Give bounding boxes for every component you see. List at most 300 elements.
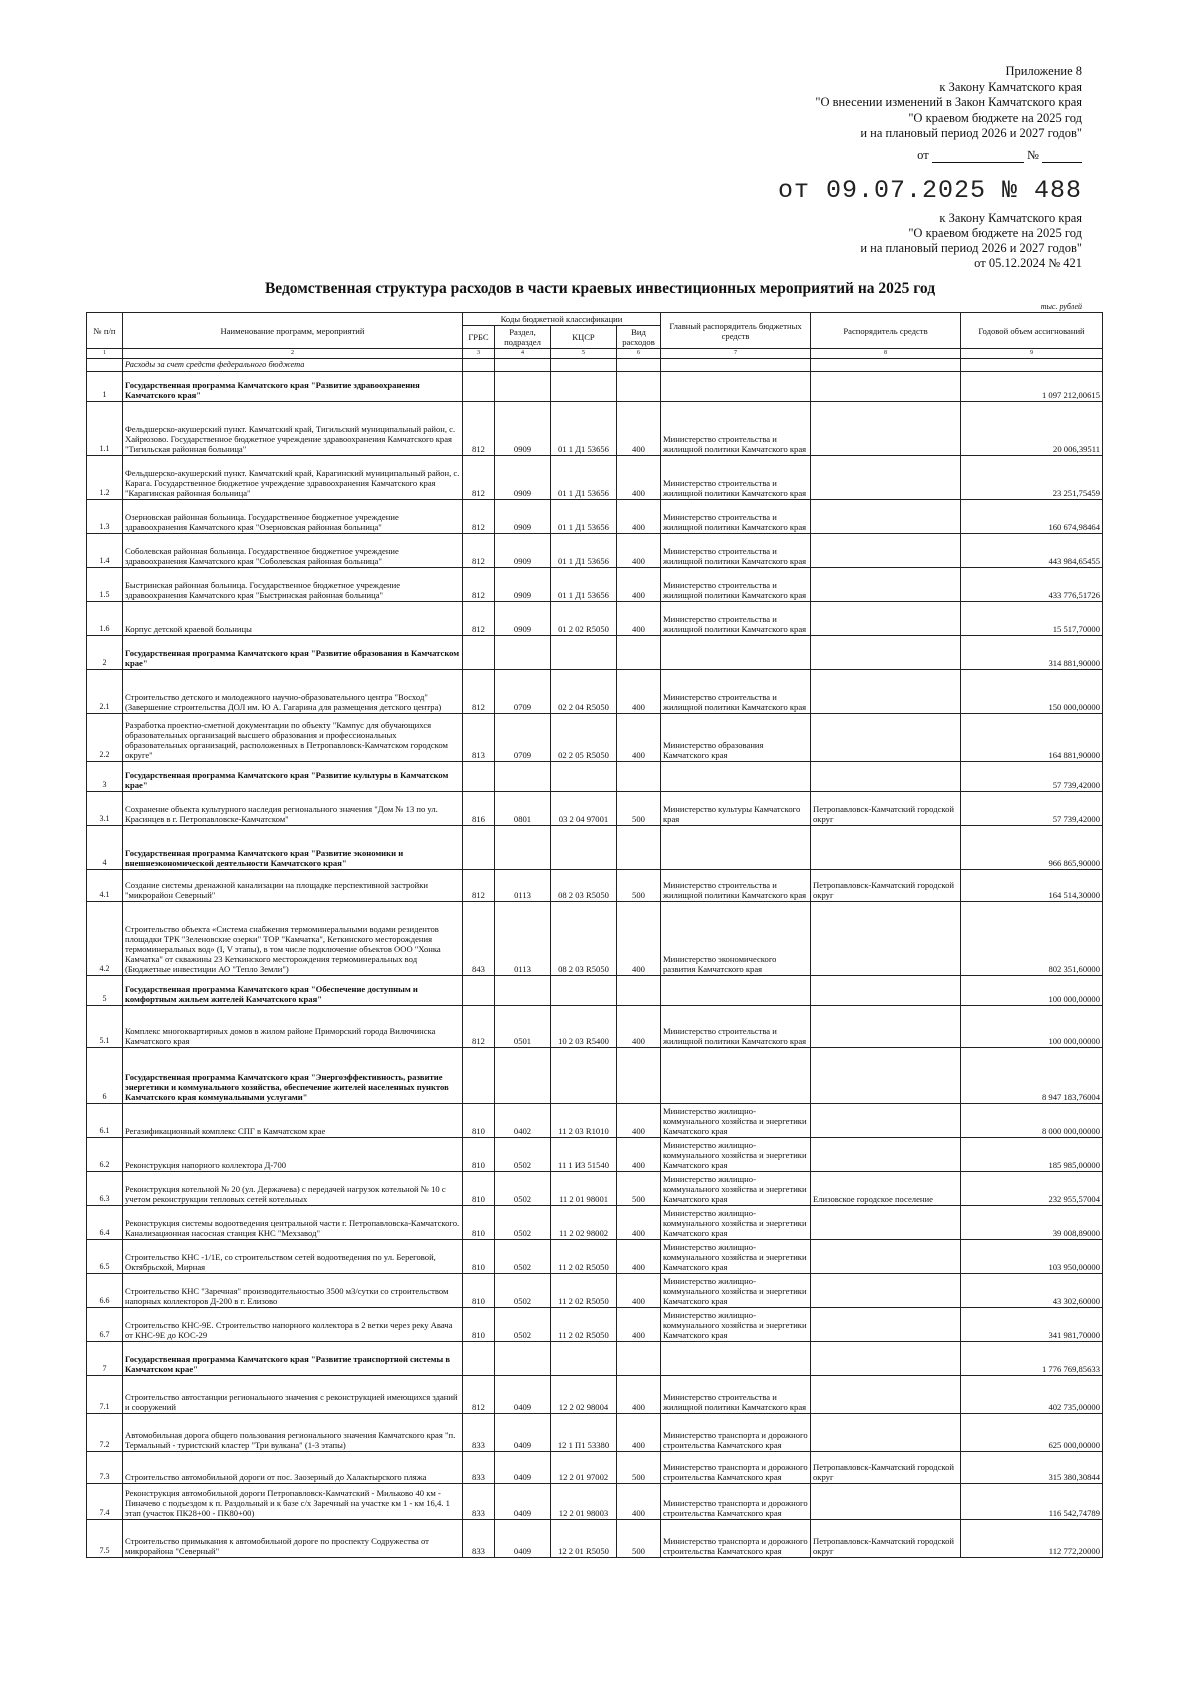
row-kcsr: 01 1 Д1 53656 xyxy=(551,500,617,534)
table-row xyxy=(87,500,1103,534)
row-amount: 116 542,74789 xyxy=(961,1484,1103,1520)
row-grbs xyxy=(463,762,495,792)
row-section: 0909 xyxy=(495,500,551,534)
row-manager xyxy=(811,1206,961,1240)
row-manager: Петропавловск-Камчатский городской округ xyxy=(811,1452,961,1484)
row-amount: 100 000,00000 xyxy=(961,1006,1103,1048)
number-prefix: № xyxy=(1026,147,1039,162)
row-kcsr xyxy=(551,1048,617,1104)
row-main-manager xyxy=(661,1048,811,1104)
appendix-new-line1: Приложение 8 xyxy=(1005,64,1082,78)
row-name: Строительство примыкания к автомобильной дороге по проспекту Содружества от микрорайона "Северный" xyxy=(123,1520,463,1558)
row-vid: 400 xyxy=(617,602,661,636)
row-amount: 185 985,00000 xyxy=(961,1138,1103,1172)
row-number: 4 xyxy=(87,826,123,870)
table-row xyxy=(87,602,1103,636)
row-manager xyxy=(811,456,961,500)
col-number: 9 xyxy=(961,349,1103,359)
appendix-new-line3: "О внесении изменений в Закон Камчатского края xyxy=(815,95,1082,109)
federal-empty-cell xyxy=(811,359,961,372)
date-blank xyxy=(932,151,1024,163)
table-row xyxy=(87,1414,1103,1452)
appendix-old-line4: и на плановый период 2026 и 2027 годов" xyxy=(860,241,1082,255)
row-name: Комплекс многоквартирных домов в жилом районе Приморский города Вилючинска Камчатского края xyxy=(123,1006,463,1048)
table-row xyxy=(87,1452,1103,1484)
row-grbs: 810 xyxy=(463,1240,495,1274)
row-name: Государственная программа Камчатского края "Развитие транспортной системы в Камчатском крае" xyxy=(123,1342,463,1376)
row-kcsr xyxy=(551,762,617,792)
row-number: 1.5 xyxy=(87,568,123,602)
row-main-manager: Министерство транспорта и дорожного строительства Камчатского края xyxy=(661,1520,811,1558)
row-grbs: 812 xyxy=(463,568,495,602)
row-number: 7.5 xyxy=(87,1520,123,1558)
row-number: 1.6 xyxy=(87,602,123,636)
row-grbs: 810 xyxy=(463,1104,495,1138)
row-main-manager: Министерство жилищно-коммунального хозяйства и энергетики Камчатского края xyxy=(661,1206,811,1240)
row-main-manager: Министерство строительства и жилищной политики Камчатского края xyxy=(661,1376,811,1414)
federal-empty-cell xyxy=(961,359,1103,372)
row-name: Реконструкция котельной № 20 (ул. Держачева) с передачей нагрузок котельной № 10 с учетом реконструкции тепловых сетей котельных xyxy=(123,1172,463,1206)
row-grbs: 812 xyxy=(463,456,495,500)
table-row xyxy=(87,1206,1103,1240)
row-kcsr: 02 2 04 R5050 xyxy=(551,670,617,714)
row-section: 0909 xyxy=(495,456,551,500)
row-section: 0409 xyxy=(495,1414,551,1452)
row-main-manager: Министерство жилищно-коммунального хозяйства и энергетики Камчатского края xyxy=(661,1104,811,1138)
row-number: 3.1 xyxy=(87,792,123,826)
row-vid: 500 xyxy=(617,1520,661,1558)
row-grbs: 812 xyxy=(463,402,495,456)
row-manager xyxy=(811,402,961,456)
row-name: Реконструкция системы водоотведения центральной части г. Петропавловска-Камчатского. Канализационная насосная станция КНС "Мехзавод" xyxy=(123,1206,463,1240)
row-grbs: 812 xyxy=(463,602,495,636)
row-number: 1.2 xyxy=(87,456,123,500)
row-number: 3 xyxy=(87,762,123,792)
row-name: Соболевская районная больница. Государственное бюджетное учреждение здравоохранения Камчатского края "Соболевская районная больница" xyxy=(123,534,463,568)
col-number: 4 xyxy=(495,349,551,359)
row-grbs: 810 xyxy=(463,1308,495,1342)
row-kcsr xyxy=(551,372,617,402)
row-number: 2 xyxy=(87,636,123,670)
row-vid: 400 xyxy=(617,1376,661,1414)
row-amount: 402 735,00000 xyxy=(961,1376,1103,1414)
row-main-manager: Министерство строительства и жилищной политики Камчатского края xyxy=(661,500,811,534)
row-section: 0409 xyxy=(495,1452,551,1484)
row-amount: 23 251,75459 xyxy=(961,456,1103,500)
table-row xyxy=(87,402,1103,456)
row-kcsr: 12 2 01 98003 xyxy=(551,1484,617,1520)
row-number: 1.1 xyxy=(87,402,123,456)
row-vid: 400 xyxy=(617,714,661,762)
row-vid: 400 xyxy=(617,902,661,976)
row-vid: 400 xyxy=(617,1104,661,1138)
appendix-new-date-line xyxy=(815,148,1082,164)
row-main-manager: Министерство жилищно-коммунального хозяйства и энергетики Камчатского края xyxy=(661,1172,811,1206)
row-manager xyxy=(811,568,961,602)
row-section: 0909 xyxy=(495,568,551,602)
row-amount: 39 008,89000 xyxy=(961,1206,1103,1240)
program-row xyxy=(87,762,1103,792)
program-row xyxy=(87,636,1103,670)
row-main-manager xyxy=(661,1342,811,1376)
row-kcsr: 01 2 02 R5050 xyxy=(551,602,617,636)
row-kcsr: 08 2 03 R5050 xyxy=(551,902,617,976)
row-main-manager: Министерство жилищно-коммунального хозяйства и энергетики Камчатского края xyxy=(661,1308,811,1342)
row-manager xyxy=(811,1240,961,1274)
table-row xyxy=(87,1308,1103,1342)
row-name: Государственная программа Камчатского края "Энергоэффективность, развитие энергетики и коммунального хозяйства, обеспечение жителей населенных пунктов Камчатского края коммунальными услугами" xyxy=(123,1048,463,1104)
appendix-new-line4: "О краевом бюджете на 2025 год xyxy=(908,110,1082,125)
row-amount: 57 739,42000 xyxy=(961,762,1103,792)
appendix-new-line2: к Закону Камчатского края xyxy=(939,79,1082,94)
row-manager: Елизовское городское поселение xyxy=(811,1172,961,1206)
expenditure-table xyxy=(86,312,1103,1558)
row-section: 0502 xyxy=(495,1308,551,1342)
row-amount: 8 947 183,76004 xyxy=(961,1048,1103,1104)
row-number: 1.3 xyxy=(87,500,123,534)
table-row xyxy=(87,456,1103,500)
row-name: Строительство автостанции регионального значения с реконструкцией имеющихся зданий и сооружений xyxy=(123,1376,463,1414)
row-amount: 1 776 769,85633 xyxy=(961,1342,1103,1376)
row-main-manager: Министерство строительства и жилищной политики Камчатского края xyxy=(661,568,811,602)
row-kcsr: 11 2 02 R5050 xyxy=(551,1308,617,1342)
row-name: Государственная программа Камчатского края "Развитие образования в Камчатском крае" xyxy=(123,636,463,670)
row-name: Строительство КНС -1/1Е, со строительством сетей водоотведения по ул. Береговой, Октябрьской, Мирная xyxy=(123,1240,463,1274)
row-manager xyxy=(811,1484,961,1520)
row-kcsr xyxy=(551,1342,617,1376)
header-codes: Коды бюджетной классификации xyxy=(463,313,661,326)
row-main-manager: Министерство жилищно-коммунального хозяйства и энергетики Камчатского края xyxy=(661,1274,811,1308)
row-vid: 400 xyxy=(617,1414,661,1452)
row-section xyxy=(495,1342,551,1376)
row-main-manager: Министерство жилищно-коммунального хозяйства и энергетики Камчатского края xyxy=(661,1138,811,1172)
row-kcsr xyxy=(551,976,617,1006)
row-manager: Петропавловск-Камчатский городской округ xyxy=(811,1520,961,1558)
table-row xyxy=(87,1484,1103,1520)
row-section: 0409 xyxy=(495,1484,551,1520)
row-grbs xyxy=(463,372,495,402)
row-manager xyxy=(811,902,961,976)
header-grbs: ГРБС xyxy=(463,326,495,349)
row-vid: 400 xyxy=(617,568,661,602)
row-grbs: 810 xyxy=(463,1172,495,1206)
appendix-old-header xyxy=(860,196,1082,271)
row-vid: 400 xyxy=(617,1138,661,1172)
row-grbs: 812 xyxy=(463,1006,495,1048)
row-section: 0909 xyxy=(495,402,551,456)
row-name: Реконструкция напорного коллектора Д-700 xyxy=(123,1138,463,1172)
row-main-manager: Министерство строительства и жилищной политики Камчатского края xyxy=(661,534,811,568)
header-section: Раздел, подраздел xyxy=(495,326,551,349)
row-main-manager: Министерство строительства и жилищной политики Камчатского края xyxy=(661,1006,811,1048)
appendix-new-line5: и на плановый период 2026 и 2027 годов" xyxy=(860,126,1082,140)
row-kcsr: 01 1 Д1 53656 xyxy=(551,456,617,500)
row-main-manager xyxy=(661,372,811,402)
row-kcsr: 12 1 П1 53380 xyxy=(551,1414,617,1452)
row-name: Быстринская районная больница. Государственное бюджетное учреждение здравоохранения Камчатского края "Быстринская районная больница" xyxy=(123,568,463,602)
row-amount: 341 981,70000 xyxy=(961,1308,1103,1342)
appendix-old-line5: от 05.12.2024 № 421 xyxy=(974,256,1082,270)
row-section xyxy=(495,826,551,870)
table-body xyxy=(87,349,1103,1558)
row-kcsr: 11 2 03 R1010 xyxy=(551,1104,617,1138)
row-name: Создание системы дренажной канализации на площадке перспективной застройки "микрорайон Северный" xyxy=(123,870,463,902)
table-row xyxy=(87,902,1103,976)
table-row xyxy=(87,670,1103,714)
row-section: 0501 xyxy=(495,1006,551,1048)
table-row xyxy=(87,1172,1103,1206)
row-amount: 164 514,30000 xyxy=(961,870,1103,902)
header-main-manager: Главный распорядитель бюджетных средств xyxy=(661,313,811,349)
row-manager xyxy=(811,1048,961,1104)
row-main-manager: Министерство жилищно-коммунального хозяйства и энергетики Камчатского края xyxy=(661,1240,811,1274)
row-vid: 400 xyxy=(617,402,661,456)
col-number: 3 xyxy=(463,349,495,359)
row-section: 0709 xyxy=(495,670,551,714)
row-manager xyxy=(811,1376,961,1414)
row-vid: 500 xyxy=(617,1452,661,1484)
row-kcsr: 11 2 02 R5050 xyxy=(551,1274,617,1308)
row-name: Строительство автомобильной дороги от пос. Заозерный до Халактырского пляжа xyxy=(123,1452,463,1484)
col-number: 5 xyxy=(551,349,617,359)
row-name: Строительство объекта «Система снабжения термоминеральными водами резидентов площадки ТРК "Зеленовские озерки" ТОР "Камчатка", Кеткинского месторождения термоминеральных вод» (I, V этапы), в том числе подключение объектов ООО "Хонка Камчатка" от скважины 23 Кеткинского месторождения термоминеральных вод (Бюджетные инвестиции АО "Тепло Земли") xyxy=(123,902,463,976)
header-vid: Вид расходов xyxy=(617,326,661,349)
row-kcsr: 02 2 05 R5050 xyxy=(551,714,617,762)
row-number: 6.7 xyxy=(87,1308,123,1342)
row-vid xyxy=(617,826,661,870)
row-vid xyxy=(617,372,661,402)
row-number: 7.2 xyxy=(87,1414,123,1452)
row-section: 0502 xyxy=(495,1240,551,1274)
row-grbs xyxy=(463,826,495,870)
row-section xyxy=(495,976,551,1006)
row-main-manager: Министерство транспорта и дорожного строительства Камчатского края xyxy=(661,1414,811,1452)
table-row xyxy=(87,1376,1103,1414)
row-section: 0502 xyxy=(495,1274,551,1308)
row-amount: 802 351,60000 xyxy=(961,902,1103,976)
row-manager xyxy=(811,714,961,762)
row-number: 4.1 xyxy=(87,870,123,902)
row-amount: 160 674,98464 xyxy=(961,500,1103,534)
row-name: Корпус детской краевой больницы xyxy=(123,602,463,636)
row-grbs: 833 xyxy=(463,1520,495,1558)
row-number: 2.2 xyxy=(87,714,123,762)
federal-empty-cell xyxy=(551,359,617,372)
row-manager xyxy=(811,1104,961,1138)
row-section: 0502 xyxy=(495,1206,551,1240)
row-kcsr: 11 1 И3 51540 xyxy=(551,1138,617,1172)
col-number: 8 xyxy=(811,349,961,359)
row-name: Разработка проектно-сметной документации по объекту "Кампус для обучающихся образовательных организаций высшего образования и профессиональных образовательных организаций, расположенных в Петропавловск-Камчатском городском округе" xyxy=(123,714,463,762)
appendix-new-header xyxy=(815,64,1082,163)
table-row xyxy=(87,1104,1103,1138)
row-name: Озерновская районная больница. Государственное бюджетное учреждение здравоохранения Камчатского края "Озерновская районная больница" xyxy=(123,500,463,534)
row-amount: 103 950,00000 xyxy=(961,1240,1103,1274)
row-amount: 112 772,20000 xyxy=(961,1520,1103,1558)
row-number: 6.3 xyxy=(87,1172,123,1206)
row-name: Реконструкция автомобильной дороги Петропавловск-Камчатский - Мильково 40 км - Пиначево с подъездом к п. Раздольный и к базе с/х Заречный на участке км 1 - км 16,4. 1 этап (участок ПК28+00 - ПК80+00) xyxy=(123,1484,463,1520)
row-section xyxy=(495,762,551,792)
row-main-manager: Министерство транспорта и дорожного строительства Камчатского края xyxy=(661,1484,811,1520)
row-number: 6.1 xyxy=(87,1104,123,1138)
document-title: Ведомственная структура расходов в части краевых инвестиционных мероприятий на 2025 год xyxy=(264,280,936,297)
row-manager xyxy=(811,762,961,792)
row-main-manager: Министерство строительства и жилищной политики Камчатского края xyxy=(661,602,811,636)
row-kcsr: 10 2 03 R5400 xyxy=(551,1006,617,1048)
row-main-manager: Министерство транспорта и дорожного строительства Камчатского края xyxy=(661,1452,811,1484)
row-grbs: 833 xyxy=(463,1414,495,1452)
row-amount: 57 739,42000 xyxy=(961,792,1103,826)
row-manager xyxy=(811,1308,961,1342)
federal-budget-row xyxy=(87,359,1103,372)
row-vid: 400 xyxy=(617,1240,661,1274)
row-manager xyxy=(811,372,961,402)
program-row xyxy=(87,976,1103,1006)
row-amount: 625 000,00000 xyxy=(961,1414,1103,1452)
row-amount: 315 380,30844 xyxy=(961,1452,1103,1484)
row-amount: 314 881,90000 xyxy=(961,636,1103,670)
row-vid xyxy=(617,1342,661,1376)
row-name: Государственная программа Камчатского края "Развитие здравоохранения Камчатского края" xyxy=(123,372,463,402)
row-main-manager: Министерство культуры Камчатского края xyxy=(661,792,811,826)
row-number: 7.1 xyxy=(87,1376,123,1414)
row-manager xyxy=(811,976,961,1006)
row-kcsr xyxy=(551,826,617,870)
row-manager xyxy=(811,500,961,534)
row-amount: 150 000,00000 xyxy=(961,670,1103,714)
row-main-manager: Министерство экономического развития Камчатского края xyxy=(661,902,811,976)
row-main-manager xyxy=(661,762,811,792)
col-number: 1 xyxy=(87,349,123,359)
row-vid xyxy=(617,976,661,1006)
row-grbs xyxy=(463,1342,495,1376)
federal-empty-cell xyxy=(661,359,811,372)
row-vid: 400 xyxy=(617,1206,661,1240)
federal-empty-cell xyxy=(495,359,551,372)
row-number: 5.1 xyxy=(87,1006,123,1048)
row-amount: 20 006,39511 xyxy=(961,402,1103,456)
program-row xyxy=(87,372,1103,402)
row-name: Государственная программа Камчатского края "Развитие культуры в Камчатском крае" xyxy=(123,762,463,792)
row-number: 7.3 xyxy=(87,1452,123,1484)
row-vid xyxy=(617,1048,661,1104)
row-amount: 1 097 212,00615 xyxy=(961,372,1103,402)
row-section: 0909 xyxy=(495,534,551,568)
row-grbs: 810 xyxy=(463,1138,495,1172)
row-vid: 500 xyxy=(617,1172,661,1206)
row-amount: 15 517,70000 xyxy=(961,602,1103,636)
row-section: 0502 xyxy=(495,1138,551,1172)
row-kcsr: 12 2 01 97002 xyxy=(551,1452,617,1484)
row-kcsr xyxy=(551,636,617,670)
row-main-manager: Министерство образования Камчатского края xyxy=(661,714,811,762)
federal-budget-label: Расходы за счет средств федерального бюджета xyxy=(123,359,463,372)
row-number: 7 xyxy=(87,1342,123,1376)
row-name: Строительство КНС "Заречная" производительностью 3500 м3/сутки со строительством напорных коллекторов Д-200 в г. Елизово xyxy=(123,1274,463,1308)
row-grbs xyxy=(463,636,495,670)
row-section: 0909 xyxy=(495,602,551,636)
row-number: 2.1 xyxy=(87,670,123,714)
row-kcsr: 01 1 Д1 53656 xyxy=(551,402,617,456)
row-manager: Петропавловск-Камчатский городской округ xyxy=(811,870,961,902)
row-main-manager: Министерство строительства и жилищной политики Камчатского края xyxy=(661,870,811,902)
row-grbs: 812 xyxy=(463,1376,495,1414)
row-manager xyxy=(811,636,961,670)
row-name: Строительство детского и молодежного научно-образовательного центра "Восход" (Завершение строительства ДОЛ им. Ю А. Гагарина для размещения детского центра) xyxy=(123,670,463,714)
row-main-manager xyxy=(661,976,811,1006)
row-amount: 966 865,90000 xyxy=(961,826,1103,870)
header-kcsr: КЦСР xyxy=(551,326,617,349)
table-row xyxy=(87,534,1103,568)
row-number: 1.4 xyxy=(87,534,123,568)
date-prefix: от xyxy=(917,147,929,162)
program-row xyxy=(87,1342,1103,1376)
row-main-manager: Министерство строительства и жилищной политики Камчатского края xyxy=(661,402,811,456)
table-row xyxy=(87,792,1103,826)
table-row xyxy=(87,1240,1103,1274)
row-kcsr: 01 1 Д1 53656 xyxy=(551,568,617,602)
row-vid: 400 xyxy=(617,500,661,534)
row-manager xyxy=(811,1006,961,1048)
row-name: Сохранение объекта культурного наследия регионального значения "Дом № 13 по ул. Красинцев в г. Петропавловске-Камчатском" xyxy=(123,792,463,826)
row-number: 6.2 xyxy=(87,1138,123,1172)
row-kcsr: 11 2 02 R5050 xyxy=(551,1240,617,1274)
row-section xyxy=(495,372,551,402)
row-name: Государственная программа Камчатского края "Обеспечение доступным и комфортным жильем жителей Камчатского края" xyxy=(123,976,463,1006)
row-kcsr: 12 2 01 R5050 xyxy=(551,1520,617,1558)
row-number: 5 xyxy=(87,976,123,1006)
row-manager xyxy=(811,1414,961,1452)
table-row xyxy=(87,1138,1103,1172)
row-vid: 400 xyxy=(617,1006,661,1048)
row-amount: 433 776,51726 xyxy=(961,568,1103,602)
row-kcsr: 11 2 02 98002 xyxy=(551,1206,617,1240)
header-no: № п/п xyxy=(87,313,123,349)
row-grbs: 843 xyxy=(463,902,495,976)
row-manager xyxy=(811,602,961,636)
table-row xyxy=(87,870,1103,902)
row-section xyxy=(495,636,551,670)
row-number: 7.4 xyxy=(87,1484,123,1520)
row-section: 0113 xyxy=(495,902,551,976)
row-section: 0502 xyxy=(495,1172,551,1206)
row-number: 6.4 xyxy=(87,1206,123,1240)
row-section: 0709 xyxy=(495,714,551,762)
col-number: 6 xyxy=(617,349,661,359)
row-main-manager: Министерство строительства и жилищной политики Камчатского края xyxy=(661,670,811,714)
row-vid: 400 xyxy=(617,1274,661,1308)
row-number: 6 xyxy=(87,1048,123,1104)
row-grbs xyxy=(463,1048,495,1104)
row-number: 6.5 xyxy=(87,1240,123,1274)
row-name: Государственная программа Камчатского края "Развитие экономики и внешнеэкономической деятельности Камчатского края" xyxy=(123,826,463,870)
col-number: 2 xyxy=(123,349,463,359)
row-vid xyxy=(617,636,661,670)
row-grbs: 810 xyxy=(463,1274,495,1308)
row-amount: 164 881,90000 xyxy=(961,714,1103,762)
row-number: 6.6 xyxy=(87,1274,123,1308)
header-manager: Распорядитель средств xyxy=(811,313,961,349)
row-grbs: 813 xyxy=(463,714,495,762)
row-vid: 400 xyxy=(617,670,661,714)
federal-empty-cell xyxy=(87,359,123,372)
row-name: Строительство КНС-9Е. Строительство напорного коллектора в 2 ветки через реку Авача от КНС-9Е до КОС-29 xyxy=(123,1308,463,1342)
row-manager xyxy=(811,1342,961,1376)
row-grbs: 812 xyxy=(463,500,495,534)
row-manager: Петропавловск-Камчатский городской округ xyxy=(811,792,961,826)
program-row xyxy=(87,1048,1103,1104)
row-kcsr: 12 2 02 98004 xyxy=(551,1376,617,1414)
